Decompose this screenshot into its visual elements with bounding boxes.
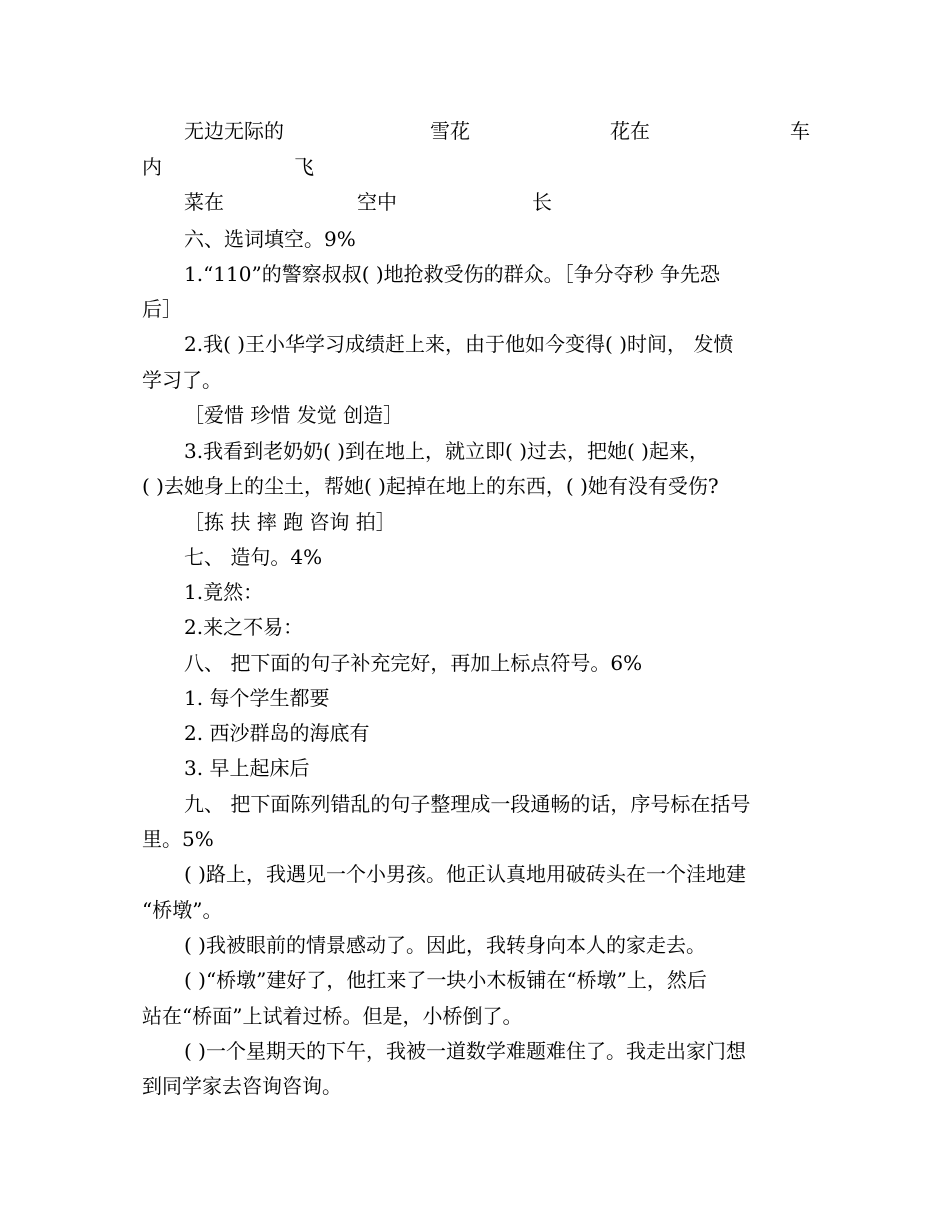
section8-title: 八、 把下面的句子补充完好，再加上标点符号。6%: [184, 651, 643, 675]
section8-item2: 2. 西沙群岛的海底有: [184, 721, 370, 745]
section9-title-line1: 九、 把下面陈列错乱的句子整理成一段通畅的话，序号标在括号: [184, 792, 751, 816]
match-row3-left: 菜在: [184, 190, 224, 214]
section6-q2-line2: 学习了。: [142, 368, 222, 392]
section6-q3-line1: 3.我看到老奶奶( )到在地上，就立即( )过去，把她( )起来，: [184, 439, 709, 463]
section9-s4-line1: ( )一个星期天的下午，我被一道数学难题难住了。我走出家门想: [184, 1039, 746, 1063]
section7-item2: 2.来之不易：: [184, 615, 304, 639]
match-row1-mid: 雪花: [430, 119, 470, 143]
section9-s1-line1: ( )路上，我遇见一个小男孩。他正认真地用破砖头在一个洼地建: [184, 862, 746, 886]
section6-q1-line1-text: 1.“110”的警察叔叔( )地抢救受伤的群众。［争分夺秒 争先恐: [184, 262, 721, 286]
section8-item1: 1. 每个学生都要: [184, 686, 330, 710]
section9-s3-line1: ( )“桥墩”建好了，他扛来了一块小木板铺在“桥墩”上，然后: [184, 968, 707, 992]
section6-q2-options: ［爱惜 珍惜 发觉 创造］: [184, 403, 404, 427]
match-row3-mid: 空中: [357, 190, 397, 214]
section9-title-line2: 里。5%: [142, 827, 214, 851]
section6-q1-line2: 后］: [142, 297, 182, 321]
section8-item3: 3. 早上起床后: [184, 756, 310, 780]
match-row2-mid: 飞: [294, 155, 314, 179]
section6-q3-options: ［拣 扶 摔 跑 咨询 拍］: [184, 510, 396, 534]
section9-s4-line2: 到同学家去咨询咨询。: [142, 1074, 342, 1098]
section6-title: 六、选词填空。9%: [184, 227, 356, 251]
match-row3-right: 长: [532, 190, 552, 214]
section9-s3-line2: 站在“桥面”上试着过桥。但是，小桥倒了。: [142, 1004, 523, 1028]
match-row1-left: 无边无际的: [184, 119, 284, 143]
match-row1-right: 花在: [610, 119, 650, 143]
match-row1-far: 车: [790, 119, 810, 143]
section6-q3-line2: ( )去她身上的尘土，帮她( )起掉在地上的东西，( )她有没有受伤?: [142, 474, 719, 498]
section6-q1-line1: [184, 260, 810, 288]
section9-s2-line1: ( )我被眼前的情景感动了。因此，我转身向本人的家走去。: [184, 933, 706, 957]
section7-title: 七、 造句。4%: [184, 545, 323, 569]
section6-q2-line1: 2.我( )王小华学习成绩赶上来，由于他如今变得( )时间， 发愤: [184, 332, 734, 356]
match-row2-left: 内: [142, 155, 162, 179]
section9-s1-line2: “桥墩”。: [142, 898, 223, 922]
section7-item1: 1.竟然：: [184, 580, 264, 604]
